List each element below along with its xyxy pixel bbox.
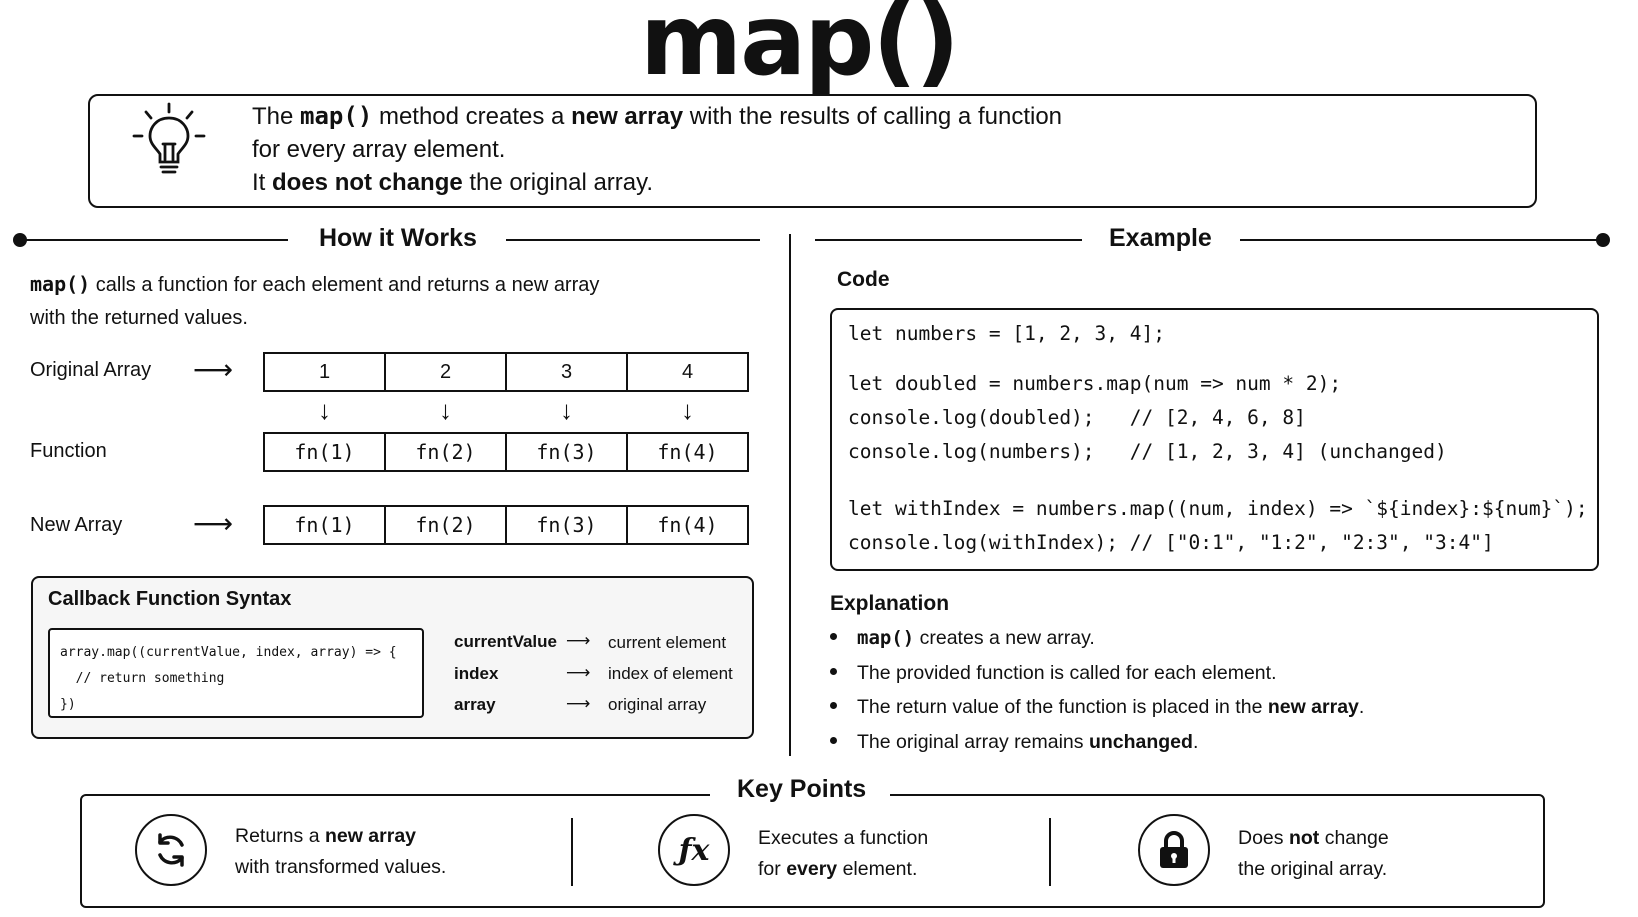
code-line: console.log(withIndex); // ["0:1", "1:2", "2:3", "3:4"] bbox=[848, 531, 1494, 554]
new-array-label: New Array bbox=[30, 514, 123, 536]
function-cell: fn(3) bbox=[505, 432, 628, 472]
callback-code-block: array.map((currentValue, index, array) => { // return something }) bbox=[48, 628, 424, 718]
header-rule bbox=[1240, 239, 1602, 241]
key-point-text: Does not change the original array. bbox=[1238, 827, 1389, 880]
example-title: Example bbox=[1109, 224, 1212, 252]
arrow-right-icon: ⟶ bbox=[193, 354, 234, 385]
header-rule bbox=[815, 239, 1082, 241]
param-name: index bbox=[454, 664, 499, 683]
function-cell: fn(1) bbox=[263, 432, 386, 472]
function-icon: ƒx bbox=[658, 814, 730, 886]
arrow-down-icon: ↓ bbox=[318, 395, 331, 425]
header-rule bbox=[506, 239, 760, 241]
original-array-cell: 2 bbox=[384, 352, 507, 392]
intro-text: The map() method creates a new array with the results of calling a function for every array element. It does not change the original array. bbox=[252, 102, 1063, 196]
code-label: Code bbox=[837, 268, 890, 291]
code-line: console.log(doubled); // [2, 4, 6, 8] bbox=[848, 406, 1306, 429]
original-array-label: Original Array bbox=[30, 359, 152, 381]
arrow-down-icon: ↓ bbox=[439, 395, 452, 425]
section-divider bbox=[789, 234, 791, 756]
param-description: current element bbox=[608, 633, 727, 652]
code-line: let doubled = numbers.map(num => num * 2); bbox=[848, 372, 1342, 395]
refresh-icon bbox=[135, 814, 207, 886]
code-line: console.log(numbers); // [1, 2, 3, 4] (unchanged) bbox=[848, 440, 1447, 463]
param-description: original array bbox=[608, 695, 707, 714]
arrow-right-icon: ⟶ bbox=[566, 631, 591, 650]
header-rule bbox=[20, 239, 288, 241]
lock-icon bbox=[1138, 814, 1210, 886]
key-points-separator bbox=[571, 818, 573, 886]
how-description: map() calls a function for each element and returns a new array with the returned values. bbox=[30, 272, 600, 329]
key-points-separator bbox=[1049, 818, 1051, 886]
arrow-down-icon: ↓ bbox=[681, 395, 694, 425]
arrow-down-icon: ↓ bbox=[560, 395, 573, 425]
arrow-right-icon: ⟶ bbox=[566, 694, 591, 713]
original-array-cell: 3 bbox=[505, 352, 628, 392]
explanation-item: The original array remains unchanged. bbox=[830, 731, 1198, 754]
key-point-text: Returns a new array with transformed values. bbox=[235, 825, 447, 878]
new-array-cell: fn(3) bbox=[505, 505, 628, 545]
function-cell: fn(2) bbox=[384, 432, 507, 472]
header-dot bbox=[1596, 233, 1610, 247]
param-name: array bbox=[454, 695, 496, 714]
arrow-right-icon: ⟶ bbox=[193, 508, 234, 539]
original-array-cell: 1 bbox=[263, 352, 386, 392]
original-array-cell: 4 bbox=[626, 352, 749, 392]
page-title: map() bbox=[640, 0, 958, 98]
arrow-right-icon: ⟶ bbox=[566, 663, 591, 682]
lightbulb-icon bbox=[130, 100, 208, 180]
function-cell: fn(4) bbox=[626, 432, 749, 472]
code-line: let withIndex = numbers.map((num, index) => `${index}:${num}`); bbox=[848, 497, 1588, 520]
new-array-cell: fn(4) bbox=[626, 505, 749, 545]
new-array-cell: fn(2) bbox=[384, 505, 507, 545]
explanation-item: The provided function is called for each element. bbox=[830, 662, 1277, 685]
new-array-cell: fn(1) bbox=[263, 505, 386, 545]
function-label: Function bbox=[30, 440, 107, 462]
param-description: index of element bbox=[608, 664, 733, 683]
param-name: currentValue bbox=[454, 632, 557, 651]
code-line: let numbers = [1, 2, 3, 4]; bbox=[848, 322, 1165, 345]
how-it-works-title: How it Works bbox=[319, 224, 477, 252]
explanation-label: Explanation bbox=[830, 592, 950, 615]
key-points-title: Key Points bbox=[737, 775, 867, 803]
explanation-item: map() creates a new array. bbox=[830, 627, 1095, 650]
callback-syntax-title: Callback Function Syntax bbox=[48, 588, 292, 610]
key-point-text: Executes a function for every element. bbox=[758, 827, 929, 880]
explanation-item: The return value of the function is placed in the new array. bbox=[830, 696, 1364, 719]
